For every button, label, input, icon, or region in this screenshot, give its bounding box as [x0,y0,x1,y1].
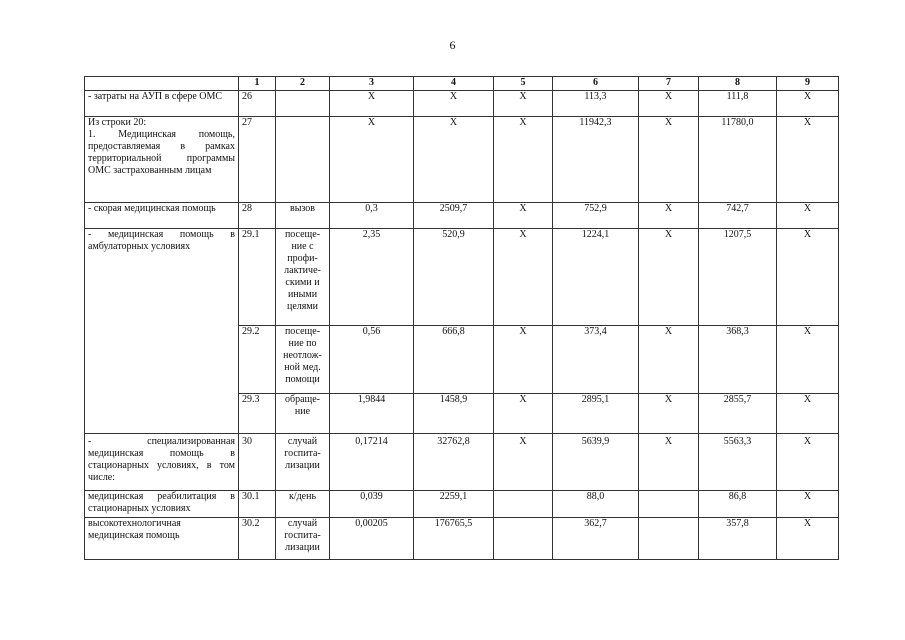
column-header: 5 [494,77,553,91]
cell-col5: X [494,91,553,117]
row-name: высокотехнологичная медицинская помощь [85,518,239,560]
cell-col7 [639,518,699,560]
cell-col7: X [639,203,699,229]
row-code: 29.1 [239,229,276,326]
cell-col9: X [777,203,839,229]
cell-col7: X [639,326,699,394]
cell-col4: 32762,8 [414,434,494,491]
page-number: 6 [449,38,456,52]
cell-col8: 1207,5 [699,229,777,326]
cell-col4: 176765,5 [414,518,494,560]
row-code: 29.2 [239,326,276,394]
cell-col3: 0,17214 [330,434,414,491]
budget-table [84,76,839,560]
column-header [85,77,239,91]
row-unit: к/день [276,491,330,518]
cell-col9: X [777,91,839,117]
cell-col7: X [639,229,699,326]
cell-col4: 2259,1 [414,491,494,518]
cell-col5 [494,518,553,560]
column-header: 6 [553,77,639,91]
cell-col6: 1224,1 [553,229,639,326]
cell-col4: X [414,117,494,203]
cell-col4: 520,9 [414,229,494,326]
column-header: 8 [699,77,777,91]
cell-col9: X [777,326,839,394]
table-row [85,434,839,491]
cell-col3: 0,3 [330,203,414,229]
cell-col8: 742,7 [699,203,777,229]
cell-col9: X [777,117,839,203]
row-unit: обраще-ние [276,394,330,434]
cell-col8: 357,8 [699,518,777,560]
cell-col9: X [777,394,839,434]
cell-col7: X [639,91,699,117]
cell-col3: 1,9844 [330,394,414,434]
row-code: 30.2 [239,518,276,560]
row-unit: случай госпита-лизации [276,434,330,491]
column-header: 4 [414,77,494,91]
cell-col6: 5639,9 [553,434,639,491]
column-header: 7 [639,77,699,91]
cell-col5: X [494,434,553,491]
cell-col9: X [777,518,839,560]
cell-col8: 5563,3 [699,434,777,491]
cell-col8: 2855,7 [699,394,777,434]
cell-col8: 11780,0 [699,117,777,203]
cell-col3: 0,56 [330,326,414,394]
cell-col9: X [777,491,839,518]
table-row [85,203,839,229]
cell-col4: 1458,9 [414,394,494,434]
row-unit: вызов [276,203,330,229]
table-header-row [85,77,839,91]
cell-col8: 111,8 [699,91,777,117]
cell-col6: 2895,1 [553,394,639,434]
row-name: - специализированная медицинская помощь в стационарных условиях, в том числе: [85,434,239,491]
cell-col7: X [639,394,699,434]
cell-col9: X [777,229,839,326]
column-header: 2 [276,77,330,91]
cell-col5: X [494,394,553,434]
cell-col8: 86,8 [699,491,777,518]
cell-col5: X [494,203,553,229]
table-row [85,117,839,203]
table-row [85,229,839,326]
row-code: 30 [239,434,276,491]
cell-col7: X [639,117,699,203]
cell-col6: 113,3 [553,91,639,117]
cell-col3: 0,039 [330,491,414,518]
row-name: Из строки 20: 1. Медицинская помощь, предоставляемая в рамках территориальной программы ОМС застрахованным лицам [85,117,239,203]
cell-col5: X [494,117,553,203]
row-unit: посеще-ние с профи-лактиче-скими и иными целями [276,229,330,326]
table-row [85,91,839,117]
table-row [85,491,839,518]
cell-col7: X [639,434,699,491]
cell-col8: 368,3 [699,326,777,394]
row-code: 30.1 [239,491,276,518]
cell-col6: 88,0 [553,491,639,518]
table-row [85,518,839,560]
cell-col6: 373,4 [553,326,639,394]
row-name: - медицинская помощь в амбулаторных условиях [85,229,239,434]
row-code: 26 [239,91,276,117]
cell-col5: X [494,229,553,326]
cell-col3: X [330,91,414,117]
cell-col4: 2509,7 [414,203,494,229]
cell-col6: 752,9 [553,203,639,229]
row-unit: случай госпита-лизации [276,518,330,560]
cell-col3: 0,00205 [330,518,414,560]
cell-col3: X [330,117,414,203]
row-code: 28 [239,203,276,229]
row-name: - скорая медицинская помощь [85,203,239,229]
cell-col7 [639,491,699,518]
row-code: 27 [239,117,276,203]
row-name: - затраты на АУП в сфере ОМС [85,91,239,117]
column-header: 9 [777,77,839,91]
cell-col4: X [414,91,494,117]
row-unit [276,117,330,203]
cell-col6: 11942,3 [553,117,639,203]
cell-col9: X [777,434,839,491]
column-header: 1 [239,77,276,91]
cell-col5: X [494,326,553,394]
row-unit: посеще-ние по неотлож-ной мед. помощи [276,326,330,394]
row-unit [276,91,330,117]
cell-col3: 2,35 [330,229,414,326]
cell-col4: 666,8 [414,326,494,394]
row-name: медицинская реабилитация в стационарных условиях [85,491,239,518]
column-header: 3 [330,77,414,91]
cell-col6: 362,7 [553,518,639,560]
row-code: 29.3 [239,394,276,434]
cell-col5 [494,491,553,518]
